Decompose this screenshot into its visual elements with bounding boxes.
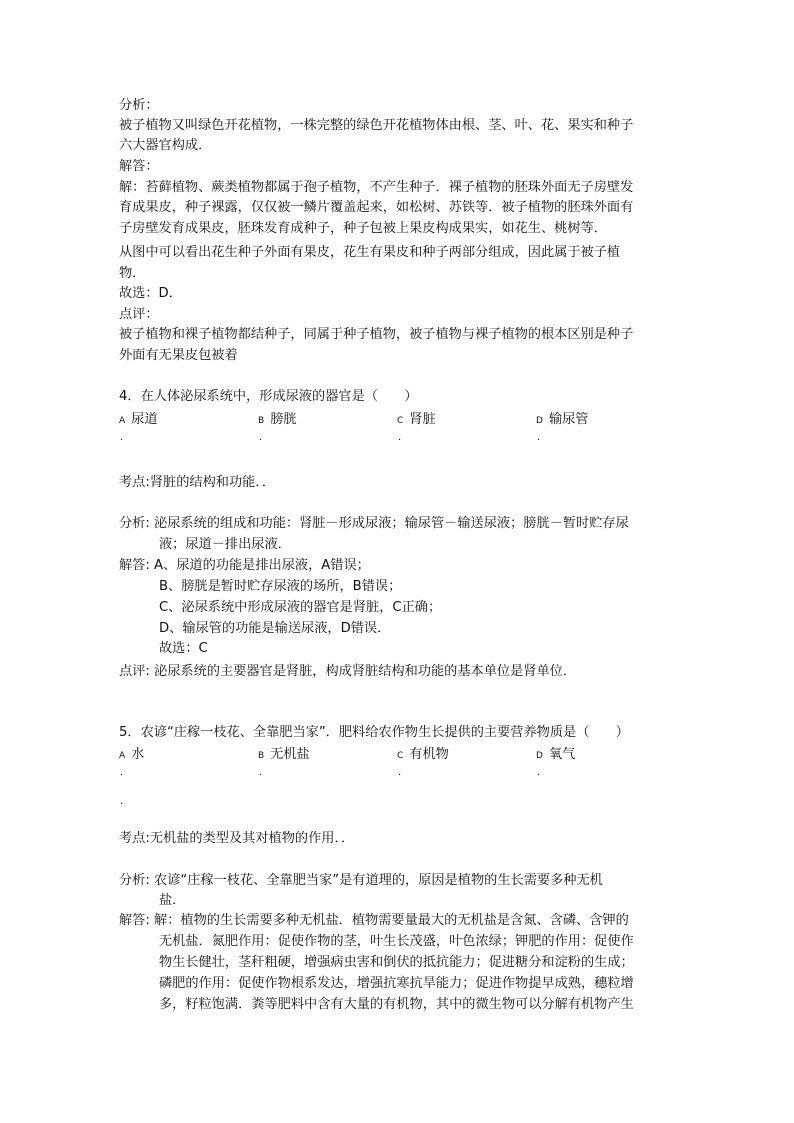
answer-choice: 故选：D． bbox=[119, 286, 182, 301]
answer-line: 子房壁发育成果皮，胚珠发育成种子，种子包被上果皮构成果实，如花生、桃树等． bbox=[119, 221, 607, 236]
q4-answer-line: B、膀胱是暂时贮存尿液的场所，B错误； bbox=[159, 579, 402, 594]
q4-option-b: B 膀胱 bbox=[258, 412, 297, 427]
q5-option-b: B 无机盐 bbox=[258, 747, 310, 762]
question-4-stem: 4．在人体泌尿系统中，形成尿液的器官是（ ） bbox=[119, 389, 418, 404]
option-dot: . bbox=[120, 432, 124, 443]
option-dot: . bbox=[259, 767, 263, 778]
q5-option-a: A 水 bbox=[119, 747, 145, 762]
comment-line: 外面有无果皮包被着 bbox=[119, 348, 238, 363]
question-5-stem: 5．农谚“庄稼一枝花、全靠肥当家”．肥料给农作物生长提供的主要营养物质是（ ） bbox=[119, 725, 629, 740]
stray-dot: . bbox=[120, 796, 124, 807]
analysis-line: 六大器官构成． bbox=[119, 138, 212, 153]
answer-label: 解答： bbox=[119, 159, 159, 174]
comment-line: 被子植物和裸子植物都结种子，同属于种子植物，被子植物与裸子植物的根本区别是种子 bbox=[119, 327, 634, 342]
answer-line: 从图中可以看出花生种子外面有果皮，花生有果皮和种子两部分组成，因此属于被子植 bbox=[119, 245, 621, 260]
q4-answer-choice: 故选：C bbox=[159, 641, 208, 656]
option-dot: . bbox=[537, 767, 541, 778]
analysis-label: 分析： bbox=[119, 98, 159, 113]
option-dot: . bbox=[120, 767, 124, 778]
q5-kaodian: 考点:无机盐的类型及其对植物的作用．． bbox=[119, 831, 355, 846]
q4-option-d: D 输尿管 bbox=[536, 412, 589, 427]
analysis-line: 被子植物又叫绿色开花植物，一株完整的绿色开花植物体由根、茎、叶、花、果实和种子 bbox=[119, 118, 634, 133]
q5-answer-line: 解答: 解：植物的生长需要多种无机盐．植物需要量最大的无机盐是含氮、含磷、含钾的 bbox=[119, 913, 629, 928]
option-dot: . bbox=[398, 432, 402, 443]
answer-line: 育成果皮，种子裸露，仅仅被一鳞片覆盖起来，如松树、苏铁等．被子植物的胚珠外面有 bbox=[119, 200, 634, 215]
q4-analysis-line: 液；尿道－排出尿液． bbox=[159, 537, 291, 552]
q4-answer-line: D、输尿管的功能是输送尿液，D错误． bbox=[159, 621, 391, 636]
answer-line: 解：苔藓植物、蕨类植物都属于孢子植物，不产生种子．裸子植物的胚珠外面无子房壁发 bbox=[119, 180, 634, 195]
comment-label: 点评： bbox=[119, 307, 159, 322]
q4-answer-line: 解答: A、尿道的功能是排出尿液，A错误； bbox=[119, 558, 370, 573]
option-dot: . bbox=[259, 432, 263, 443]
q5-analysis-line: 分析: 农谚“庄稼一枝花、全靠肥当家”是有道理的，原因是植物的生长需要多种无机 bbox=[119, 873, 603, 888]
q4-analysis-line: 分析: 泌尿系统的组成和功能：肾脏－形成尿液；输尿管－输送尿液；膀胱－暂时贮存尿 bbox=[119, 516, 629, 531]
q4-option-a: A 尿道 bbox=[119, 412, 158, 427]
answer-line: 物． bbox=[119, 266, 146, 281]
q5-analysis-line: 盐． bbox=[159, 893, 186, 908]
q5-option-c: C 有机物 bbox=[397, 747, 449, 762]
q5-answer-line: 物生长健壮，茎秆粗硬，增强病虫害和倒伏的抵抗能力；促进糖分和淀粉的生成； bbox=[159, 955, 634, 970]
option-dot: . bbox=[398, 767, 402, 778]
q5-answer-line: 无机盐．氮肥作用：促使作物的茎，叶生长茂盛，叶色浓绿；钾肥的作用：促使作 bbox=[159, 934, 634, 949]
q4-kaodian: 考点:肾脏的结构和功能．． bbox=[119, 475, 276, 490]
q4-option-c: C 肾脏 bbox=[397, 412, 436, 427]
q5-answer-line: 多，籽粒饱满．粪等肥料中含有大量的有机物，其中的微生物可以分解有机物产生 bbox=[159, 997, 634, 1012]
option-dot: . bbox=[537, 432, 541, 443]
q4-comment: 点评: 泌尿系统的主要器官是肾脏，构成肾脏结构和功能的基本单位是肾单位． bbox=[119, 664, 577, 679]
q4-answer-line: C、泌尿系统中形成尿液的器官是肾脏，C正确； bbox=[159, 600, 442, 615]
q5-answer-line: 磷肥的作用：促使作物根系发达，增强抗寒抗旱能力；促进作物提早成熟，穗粒增 bbox=[159, 976, 634, 991]
q5-option-d: D 氧气 bbox=[536, 747, 576, 762]
